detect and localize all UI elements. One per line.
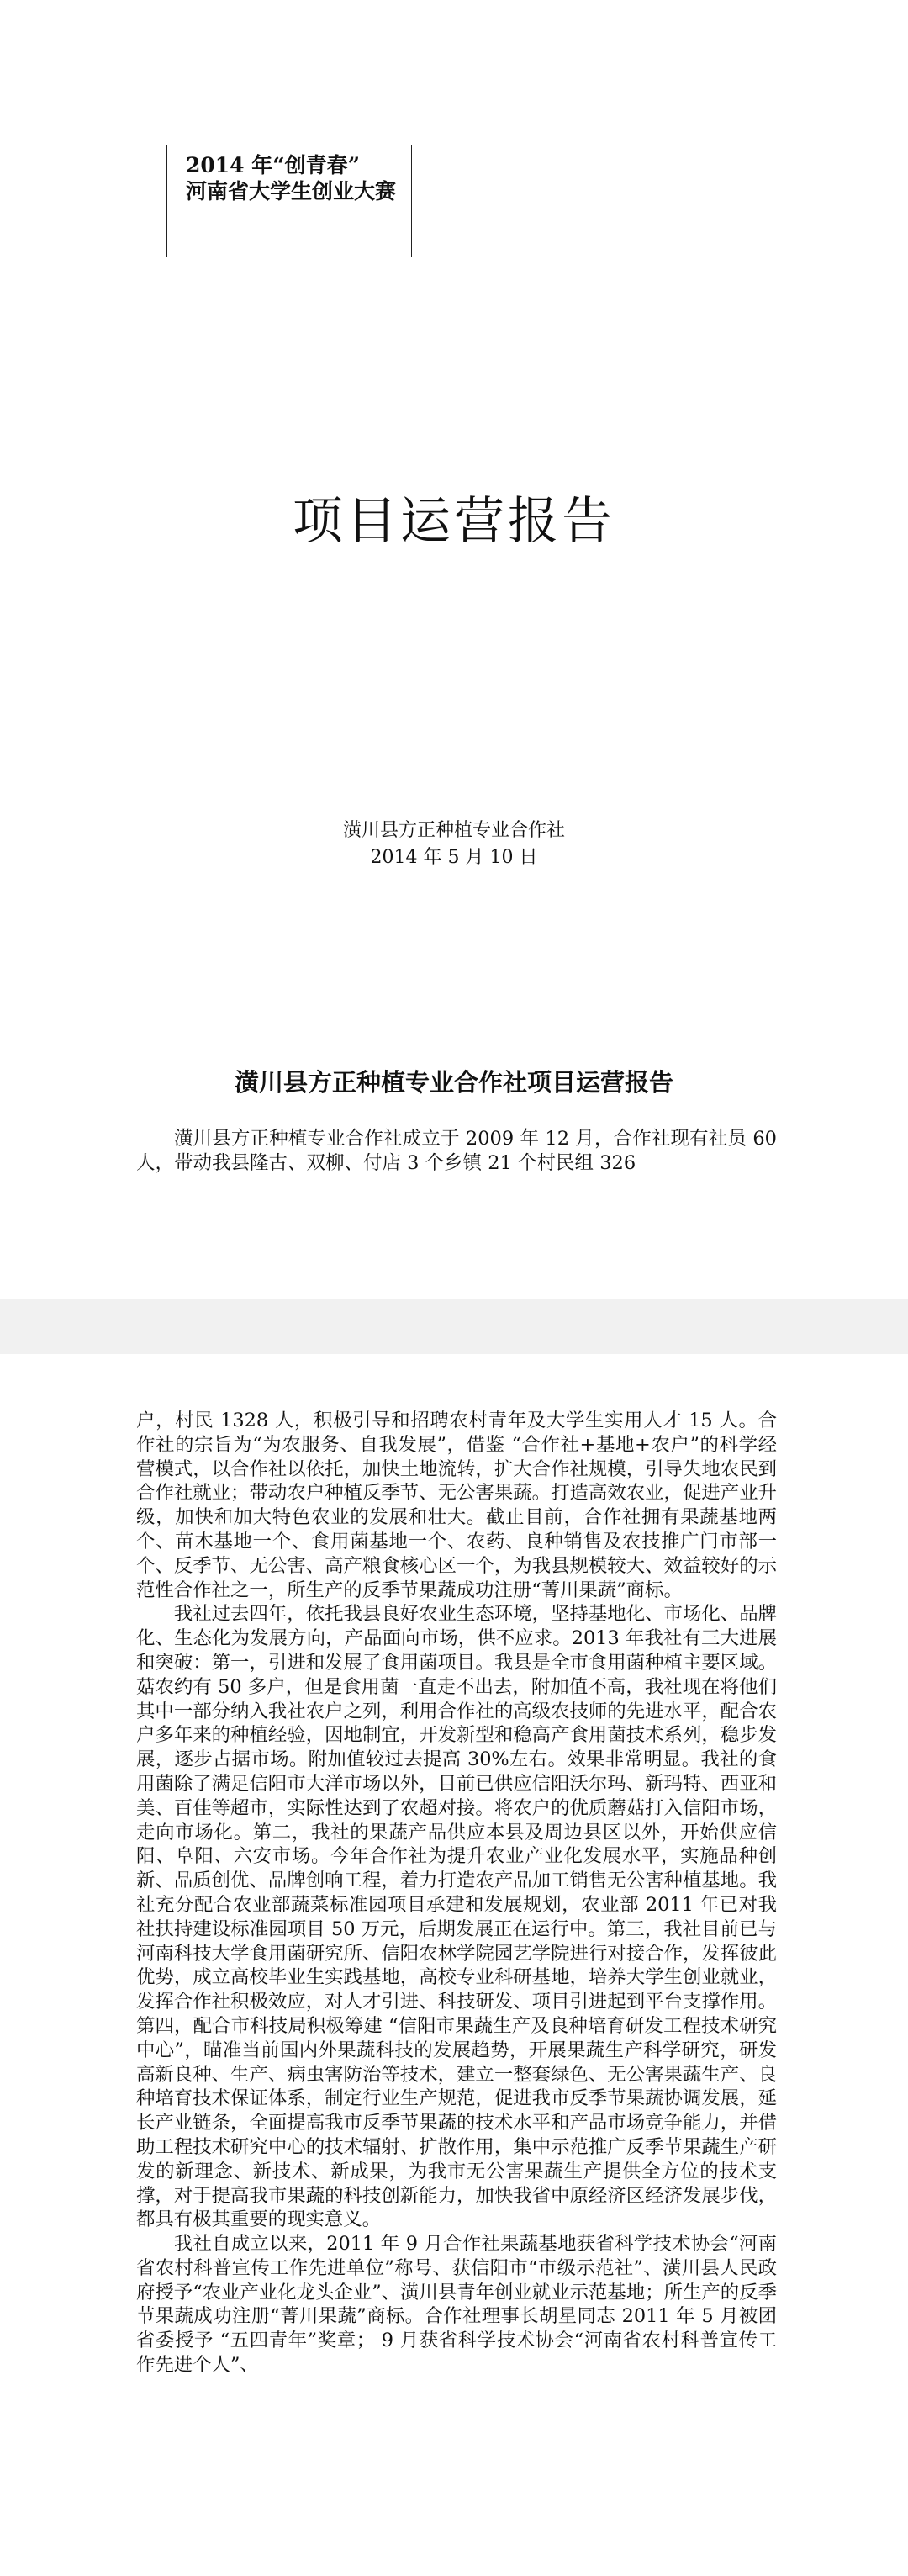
paragraph-continuation: 户，村民 1328 人，积极引导和招聘农村青年及大学生实用人才 15 人。合作社的宗旨为“为农服务、自我发展”，借鉴 “合作社+基地+农户”的科学经营模式，以合作社以依托，加快土地流转，扩大合作社规模，引导失地农民到合作社就业；带动农户种植反季节、无公害果蔬。打造高效农业，促进产业升级，加快和加大特色农业的发展和壮大。截止目前，合作社拥有果蔬基地两个、苗木基地一个、食用菌基地一个、农药、良种销售及农技推广门市部一个、反季节、无公害、高产粮食核心区一个，为我县规模较大、效益较好的示范性合作社之一，所生产的反季节果蔬成功注册“菁川果蔬”商标。 (136, 1410, 777, 1601)
competition-label-box (166, 145, 412, 257)
paragraph-progress: 我社过去四年，依托我县良好农业生态环境，坚持基地化、市场化、品牌化、生态化为发展方向，产品面向市场，供不应求。2013 年我社有三大进展和突破：第一，引进和发展了食用菌项目。我县是全市食用菌种植主要区域。菇农约有 50 多户，但是食用菌一直走不出去，附加值不高，我社现在将他们其中一部分纳入我社农户之列，利用合作社的高级农技师的先进水平，配合农户多年来的种植经验，因地制宜，开发新型和稳高产食用菌技术系列，稳步发展，逐步占据市场。附加值较过去提高 30%左右。效果非常明显。我社的食用菌除了满足信阳市大洋市场以外，目前已供应信阳沃尔玛、新玛特、西亚和美、百佳等超市，实际性达到了农超对接。将农户的优质蘑菇打入信阳市场，走向市场化。第二，我社的果蔬产品供应本县及周边县区以外，开始供应信阳、阜阳、六安市场。今年合作社为提升农业产业化发展水平，实施品种创新、品质创优、品牌创响工程，着力打造农产品加工销售无公害种植基地。我社充分配合农业部蔬菜标准园项目承建和发展规划，农业部 2011 年已对我社扶持建设标准园项目 50 万元，后期发展正在运行中。第三，我社目前已与河南科技大学食用菌研究所、信阳农林学院园艺学院进行对接合作，发挥彼此优势，成立高校毕业生实践基地，高校专业科研基地，培养大学生创业就业，发挥合作社积极效应，对人才引进、科技研发、项目引进起到平台支撑作用。第四，配合市科技局积极筹建 “信阳市果蔬生产及良种培育研发工程技术研究中心”，瞄准当前国内外果蔬科技的发展趋势，开展果蔬生产科学研究，研发高新良种、生产、病虫害防治等技术，建立一整套绿色、无公害果蔬生产、良种培育技术保证体系，制定行业生产规范，促进我市反季节果蔬协调发展，延长产业链条，全面提高我市反季节果蔬的技术水平和产品市场竞争能力，并借助工程技术研究中心的技术辐射、扩散作用，集中示范推广反季节果蔬生产研发的新理念、新技术、新成果，为我市无公害果蔬生产提供全方位的技术支撑，对于提高我市果蔬的科技创新能力，加快我省中原经济区经济发展步伐，都具有极其重要的现实意义。 (136, 1603, 777, 2231)
report-heading: 潢川县方正种植专业合作社项目运营报告 (234, 1068, 673, 1097)
page-separator (0, 1299, 908, 1354)
organization-name: 潢川县方正种植专业合作社 (342, 820, 565, 841)
report-date: 2014 年 5 月 10 日 (370, 847, 538, 868)
competition-year-line: 2014 年“创青春” (186, 153, 361, 177)
report-body (136, 1409, 777, 2378)
organization-block (0, 817, 908, 871)
page-title: 项目运营报告 (293, 492, 615, 551)
intro-paragraph: 潢川县方正种植专业合作社成立于 2009 年 12 月，合作社现有社员 60 人，带动我县隆古、双柳、付店 3 个乡镇 21 个村民组 326 (136, 1128, 777, 1174)
competition-name-line: 河南省大学生创业大赛 (186, 179, 397, 204)
paragraph-honors: 我社自成立以来，2011 年 9 月合作社果蔬基地获省科学技术协会“河南省农村科普宣传工作先进单位”称号、获信阳市“市级示范社”、潢川县人民政府授予“农业产业化龙头企业”、潢川县青年创业就业示范基地；所生产的反季节果蔬成功注册“菁川果蔬”商标。合作社理事长胡星同志 2011 年 5 月被团省委授予 “五四青年”奖章； 9 月获省科学技术协会“河南省农村科普宣传工作先进个人”、 (136, 2233, 777, 2377)
